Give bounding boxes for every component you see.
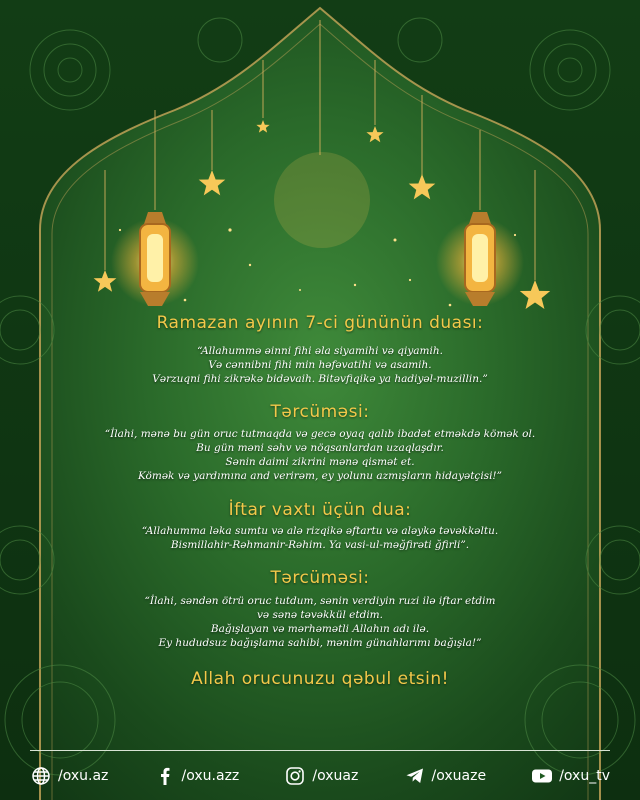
- social-footer: [30, 762, 610, 790]
- iftar-translation-text: [0, 594, 640, 650]
- iftar-translation-line: Bağışlayan və mərhəmətli Allahın adı ilə.: [210, 623, 430, 635]
- globe-icon: [30, 765, 52, 787]
- social-link-website[interactable]: [30, 765, 108, 787]
- social-link-label: /oxuaz: [312, 768, 359, 784]
- footer-divider: [30, 750, 610, 751]
- translation-line: Bu gün məni səhv və nöqsanlardan uzaqlaşdır.: [196, 442, 444, 454]
- facebook-icon: [154, 765, 176, 787]
- dua-line: “Allahummə əinni fihi əla siyamihi və qiyamih.: [197, 345, 443, 357]
- iftar-dua-line: “Allahumma ləka sumtu və alə rizqikə əftartu və aləykə təvəkkəltu.: [141, 525, 499, 537]
- social-link-instagram[interactable]: [284, 765, 358, 787]
- iftar-translation-line: və sənə təvəkkül etdim.: [257, 609, 383, 621]
- youtube-icon: [531, 765, 553, 787]
- iftar-translation-line: Ey hududsuz bağışlama sahibi, mənim günahlarımı bağışla!”: [158, 637, 482, 649]
- iftar-translation-line: “İlahi, səndən ötrü oruc tutdum, sənin verdiyin ruzi ilə iftar etdim: [144, 595, 496, 607]
- dua-text: [0, 344, 640, 386]
- iftar-translation-heading: Tərcüməsi:: [270, 568, 370, 588]
- translation-line: Sənin daimi zikrini mənə qismət et.: [225, 456, 415, 468]
- translation-text: [0, 427, 640, 483]
- social-link-label: /oxu_tv: [559, 768, 610, 784]
- translation-line: Kömək və yardımına and verirəm, ey yolunu azmışların hidayətçisi!”: [137, 470, 503, 482]
- dua-line: Və cənnibni fihi min həfəvatihi və asamih.: [208, 359, 432, 371]
- closing-message: Allah orucunuzu qəbul etsin!: [191, 669, 449, 689]
- social-link-telegram[interactable]: [404, 765, 487, 787]
- social-link-facebook[interactable]: [154, 765, 240, 787]
- instagram-icon: [284, 765, 306, 787]
- telegram-icon: [404, 765, 426, 787]
- social-link-youtube[interactable]: [531, 765, 610, 787]
- iftar-dua-line: Bismillahir-Rəhmanir-Rəhim. Ya vasi-ul-məğfirəti ğfirli”.: [170, 539, 470, 551]
- dua-line: Vərzuqni fihi zikrəkə bidəvaih. Bitəvfiqikə ya hadiyəl-muzillin.”: [152, 373, 488, 385]
- iftar-dua-text: [0, 524, 640, 552]
- dua-heading: Ramazan ayının 7-ci gününün duası:: [156, 313, 484, 333]
- translation-heading: Tərcüməsi:: [270, 402, 370, 422]
- social-link-label: /oxu.azz: [181, 768, 240, 784]
- translation-line: “İlahi, mənə bu gün oruc tutmaqda və gecə oyaq qalıb ibadət etməkdə kömək ol.: [104, 428, 536, 440]
- social-link-label: /oxuaze: [431, 768, 487, 784]
- iftar-dua-heading: İftar vaxtı üçün dua:: [228, 500, 412, 520]
- social-link-label: /oxu.az: [58, 768, 109, 784]
